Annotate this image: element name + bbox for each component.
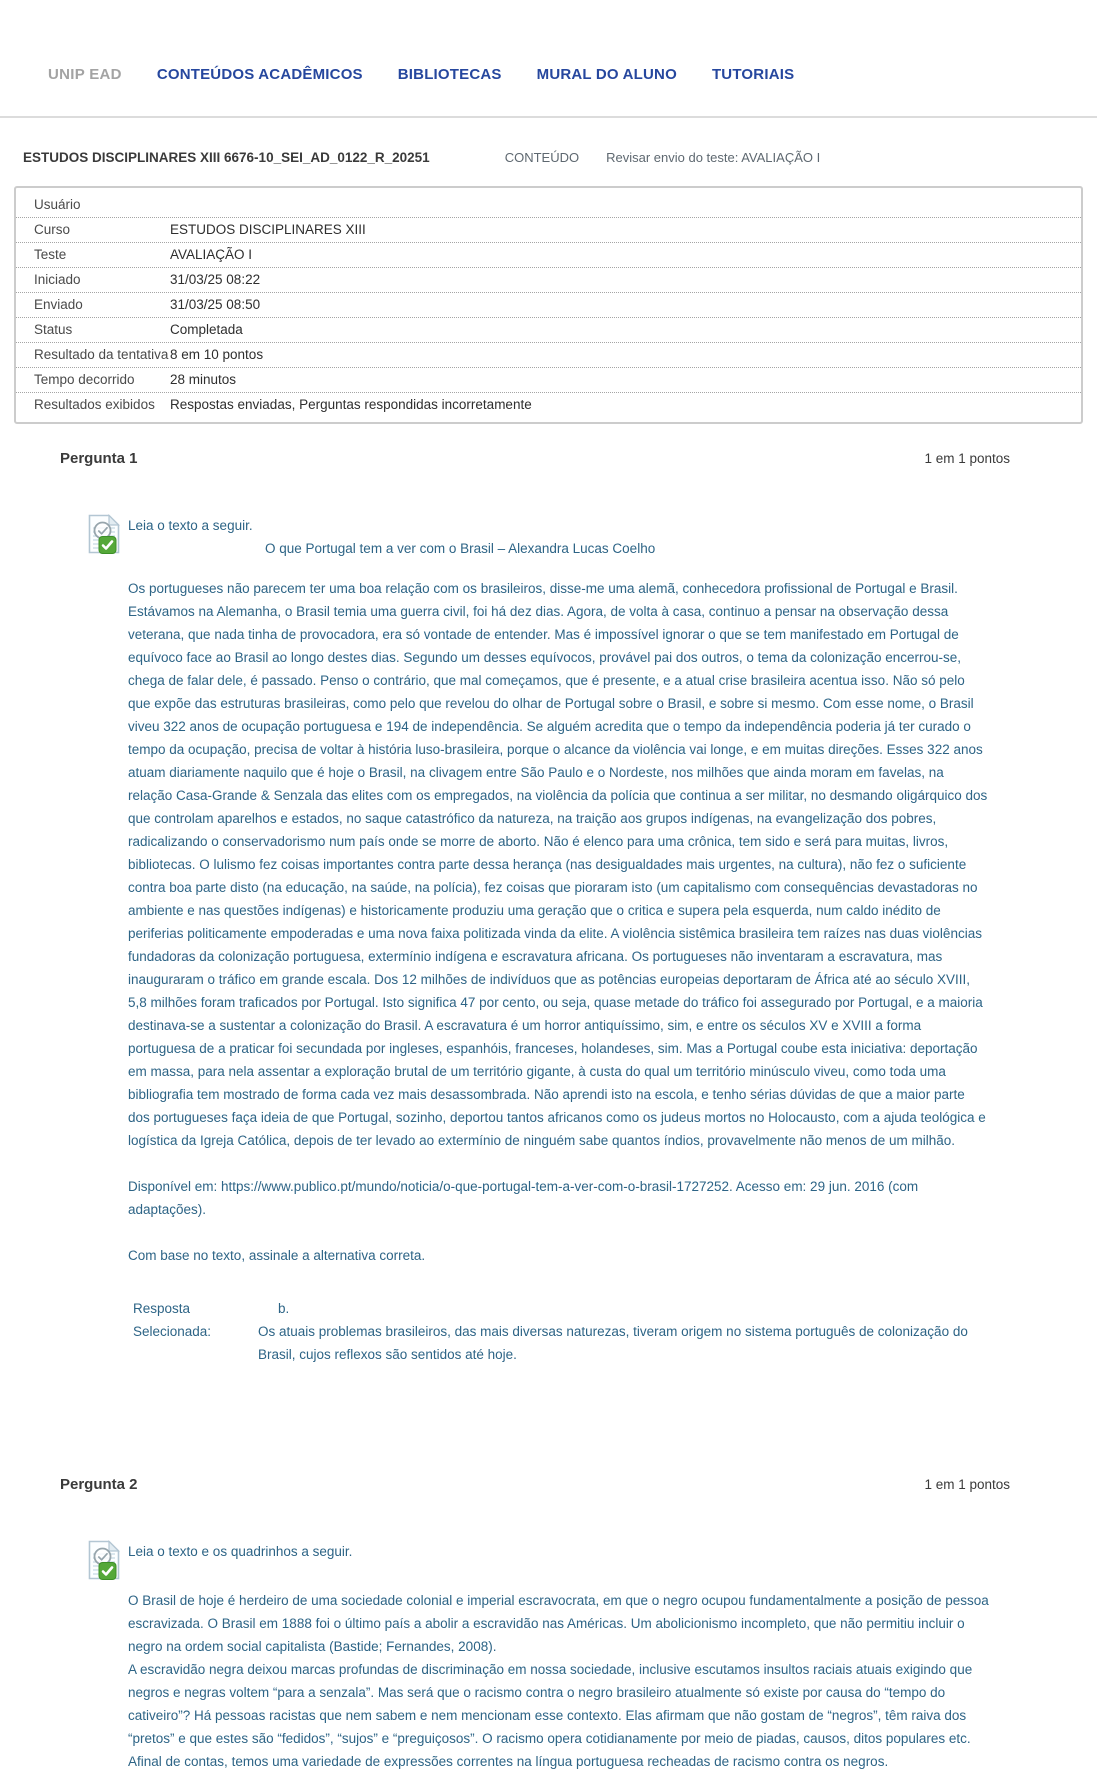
question-1-content — [0, 514, 1097, 1366]
summary-value: 31/03/25 08:50 — [170, 297, 261, 312]
summary-label: Usuário — [34, 197, 81, 212]
summary-row-enviado — [16, 293, 1081, 318]
selected-answer-value — [258, 1297, 990, 1366]
summary-value: Completada — [170, 322, 243, 337]
reading-text-title: O que Portugal tem a ver com o Brasil – Alexandra Lucas Coelho — [265, 541, 656, 556]
question-intro-row — [88, 514, 990, 561]
selected-answer-letter: b. — [278, 1301, 290, 1316]
question-intro-row — [88, 1540, 990, 1587]
question-1-header — [0, 450, 1097, 467]
summary-label: Resultados exibidos — [34, 397, 155, 412]
breadcrumb-course-title[interactable]: ESTUDOS DISCIPLINARES XIII 6676-10_SEI_AD_0122_R_20251 — [23, 150, 430, 165]
summary-row-iniciado — [16, 268, 1081, 293]
question-prompt: Com base no texto, assinale a alternativa correta. — [128, 1248, 426, 1263]
selected-answer-block — [133, 1297, 990, 1366]
summary-value: AVALIAÇÃO I — [170, 247, 253, 262]
reading-paragraph: A escravidão negra deixou marcas profundas de discriminação em nossa sociedade, inclusive escutamos insultos raciais atuais exigindo que negros e negras voltem “para a senzala”. Mas será que o racismo contra o negro brasileiro atualmente só existe por causa do “tempo do cativeiro”? Há pessoas racistas que nem sabem e nem mencionam esse contexto. Elas afirmam que não gostam de “negros”, têm raiva dos “pretos” e que estes são “fedidos”, “sujos” e “preguiçosos”. O racismo opera cotidianamente por meio de piadas, causos, ditos populares etc. Afinal de contas, temos uma variedade de expressões correntes na língua portuguesa recheadas de racismo contra os negros. — [128, 1662, 973, 1769]
breadcrumb — [23, 150, 1097, 165]
nav-item-conteudos-academicos[interactable]: CONTEÚDOS ACADÊMICOS — [156, 66, 363, 83]
reading-text-source: Disponível em: https://www.publico.pt/mundo/noticia/o-que-portugal-tem-a-ver-com-o-brasil-1727252. Acesso em: 29 jun. 2016 (com adaptações). — [128, 1179, 919, 1217]
question-title: Pergunta 2 — [60, 1476, 138, 1493]
question-title: Pergunta 1 — [60, 450, 138, 467]
summary-label: Iniciado — [34, 272, 81, 287]
summary-value: ESTUDOS DISCIPLINARES XIII — [170, 222, 366, 237]
document-check-icon — [88, 1540, 128, 1587]
summary-label: Status — [34, 322, 73, 337]
nav-item-bibliotecas[interactable]: BIBLIOTECAS — [397, 66, 502, 83]
selected-answer-label: Resposta Selecionada: — [133, 1301, 212, 1339]
summary-row-teste — [16, 243, 1081, 268]
document-check-icon — [88, 514, 128, 561]
question-points: 1 em 1 pontos — [924, 1477, 1010, 1492]
summary-row-resultado — [16, 343, 1081, 368]
summary-label: Curso — [34, 222, 71, 237]
breadcrumb-section-conteudo[interactable]: CONTEÚDO — [504, 150, 580, 165]
selected-answer-text: Os atuais problemas brasileiros, das mais diversas naturezas, tiveram origem no sistema português de colonização do Brasil, cujos reflexos são sentidos até hoje. — [258, 1324, 968, 1362]
summary-label: Tempo decorrido — [34, 372, 135, 387]
summary-value: 8 em 10 pontos — [170, 347, 264, 362]
attempt-summary-table — [14, 186, 1083, 424]
nav-item-tutoriais[interactable]: TUTORIAIS — [711, 66, 795, 83]
summary-row-curso — [16, 218, 1081, 243]
summary-value: 31/03/25 08:22 — [170, 272, 261, 287]
question-intro-text — [128, 1540, 352, 1587]
summary-row-resultados-exibidos — [16, 393, 1081, 417]
question-2 — [0, 1476, 1097, 1773]
question-2-content — [0, 1540, 1097, 1773]
summary-row-usuario — [16, 193, 1081, 218]
summary-value: 28 minutos — [170, 372, 237, 387]
question-1 — [0, 450, 1097, 1366]
summary-row-status — [16, 318, 1081, 343]
question-instruction: Leia o texto a seguir. — [128, 518, 253, 533]
summary-label: Resultado da tentativa — [34, 347, 169, 362]
brand-unip-ead: UNIP EAD — [48, 66, 122, 83]
nav-item-mural-do-aluno[interactable]: MURAL DO ALUNO — [536, 66, 677, 83]
summary-label: Teste — [34, 247, 67, 262]
top-navigation — [0, 0, 1097, 118]
question-instruction: Leia o texto e os quadrinhos a seguir. — [128, 1544, 353, 1559]
breadcrumb-current-page: Revisar envio do teste: AVALIAÇÃO I — [606, 150, 821, 165]
summary-row-tempo — [16, 368, 1081, 393]
reading-text-body: Os portugueses não parecem ter uma boa relação com os brasileiros, disse-me uma alemã, conhecedora profissional de Portugal e Brasil. Estávamos na Alemanha, o Brasil temia uma guerra civil, foi há dez dias. Agora, de volta à casa, continuo a pensar na observação dessa veterana, que nada tinha de provocadora, era só vontade de entender. Mas é impossível ignorar o que se tem manifestado em Portugal de equívoco face ao Brasil ao longo destes dias. Segundo um desses equívocos, provável pai dos outros, o tema da colonização encerrou-se, chega de falar dele, é passado. Penso o contrário, que mal começamos, que é presente, e a atual crise brasileira acentua isso. Não só pelo que expõe das estruturas brasileiras, como pelo que revelou do olhar de Portugal sobre o Brasil, e sobre si mesmo. Com esse nome, o Brasil viveu 322 anos de ocupação portuguesa e 194 de independência. Se alguém acredita que o tempo da independência poderia já ter curado o tempo da ocupação, precisa de voltar à história luso-brasileira, porque o alcance da violência vai longe, e em muitas direções. Esses 322 anos atuam diariamente naquilo que é hoje o Brasil, na clivagem entre São Paulo e o Nordeste, nos milhões que ainda moram em favelas, na relação Casa-Grande & Senzala das elites com os empregados, na violência da polícia que continua a ser militar, no desmando oligárquico dos que controlam aparelhos e estados, no saque catastrófico da natureza, na traição aos grupos indígenas, na evangelização dos pobres, radicalizando o conservadorismo num país onde se morre de aborto. Não é elenco para uma crônica, tem sido e será para muitas, livros, bibliotecas. O lulismo fez coisas importantes contra parte dessa herança (nas desigualdades mais urgentes, na cultura), não fez o suficiente contra boa parte disto (na educação, na saúde, na polícia), fez coisas que pioraram isto (um capitalismo com consequências devastadoras no ambiente e nas questões indígenas) e historicamente produziu uma geração que o critica e supera pela esquerda, num caldo inédito de periferias politicamente empoderadas e uma nova faixa politizada vinda da elite. A violência sistêmica brasileira tem raízes nas duas violências fundadoras da colonização portuguesa, extermínio indígena e escravatura africana. Os portugueses não inventaram a escravatura, mas inauguraram o tráfico em grande escala. Dos 12 milhões de indivíduos que as potências europeias deportaram de África até ao século XVIII, 5,8 milhões foram traficados por Portugal. Isto significa 47 por cento, ou seja, quase metade do tráfico foi assegurado por Portugal, e a maioria destinava-se a sustentar a colonização do Brasil. A escravatura é um horror antiquíssimo, sim, e entre os séculos XV e XVIII a forma portuguesa de a praticar foi secundada por ingleses, espanhóis, franceses, holandeses, sim. Mas a Portugal coube esta iniciativa: deportação em massa, para nela assentar a exploração brutal de um território gigante, à custa do qual um território minúsculo viveu, como toda uma bibliografia tem mostrado de forma cada vez mais desassombrada. Não aprendi isto na escola, e tenho sérias dúvidas de que a maior parte dos portugueses faça ideia de que Portugal, sozinho, deportou tantos africanos como os judeus mortos no Holocausto, com a ajuda teológica e logística da Igreja Católica, depois de ter levado ao extermínio de ninguém sabe quantos índios, provavelmente não menos de um milhão. — [128, 581, 988, 1148]
question-points: 1 em 1 pontos — [924, 451, 1010, 466]
summary-value: Respostas enviadas, Perguntas respondidas incorretamente — [170, 397, 532, 412]
reading-text-body — [128, 1589, 990, 1773]
question-2-header — [0, 1476, 1097, 1493]
summary-label: Enviado — [34, 297, 83, 312]
reading-paragraph: O Brasil de hoje é herdeiro de uma sociedade colonial e imperial escravocrata, em que o negro ocupou fundamentalmente a posição de pessoa escravizada. O Brasil em 1888 foi o último país a abolir a escravidão nas Américas. Um abolicionismo incompleto, que não permitiu incluir o negro na ordem social capitalista (Bastide; Fernandes, 2008). — [128, 1593, 989, 1654]
question-intro-text — [128, 514, 655, 561]
